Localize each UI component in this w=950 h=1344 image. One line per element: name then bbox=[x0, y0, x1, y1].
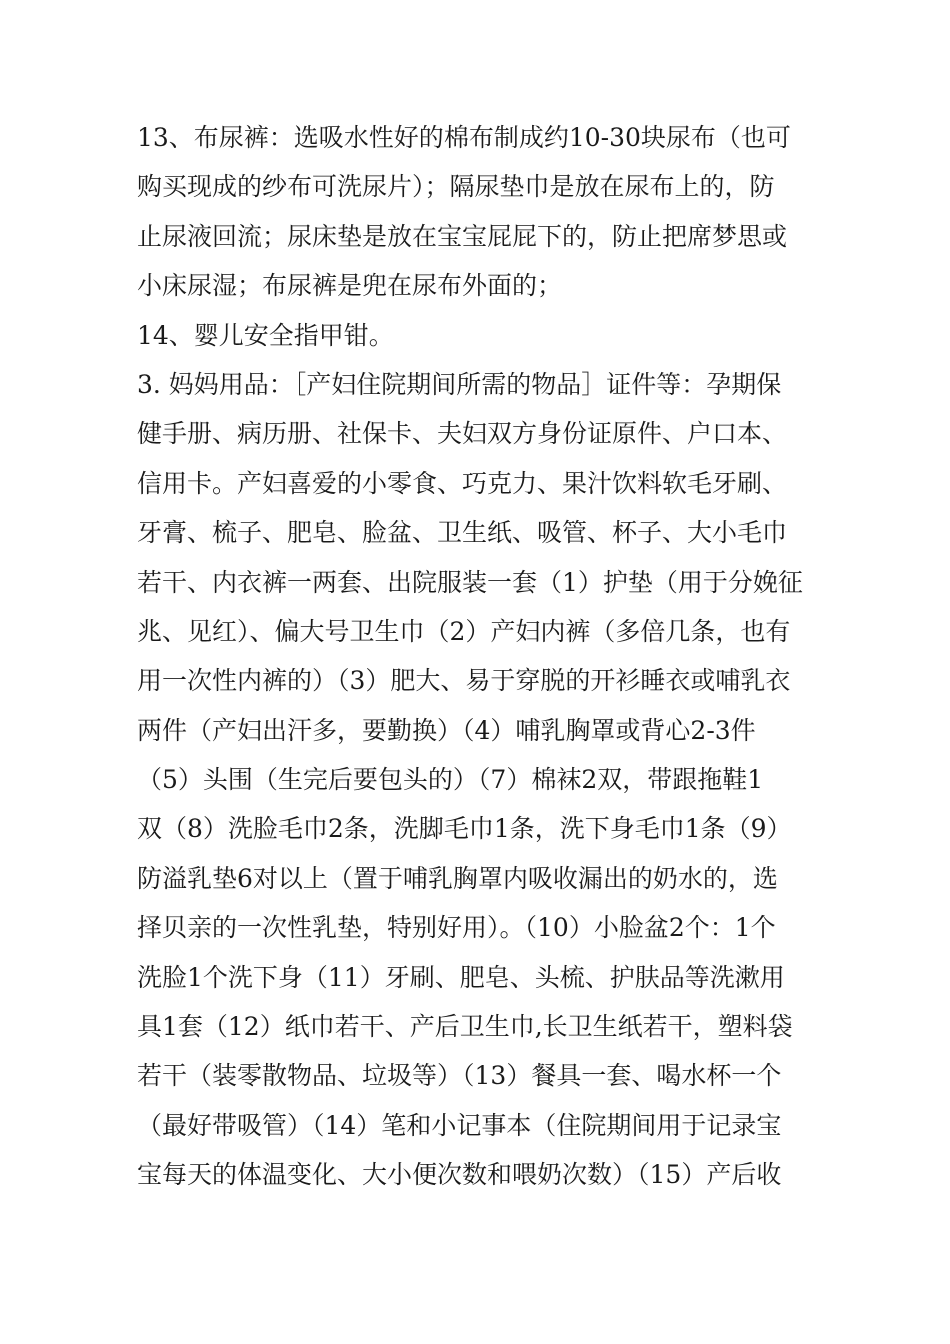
text-line: （最好带吸管）（14）笔和小记事本（住院期间用于记录宝 bbox=[137, 1110, 782, 1140]
text-line: 3. 妈妈用品：［产妇住院期间所需的物品］证件等：孕期保 bbox=[137, 369, 782, 399]
text-line: 用一次性内裤的）（3）肥大、易于穿脱的开衫睡衣或哺乳衣 bbox=[137, 666, 791, 696]
text-line: 防溢乳垫6对以上（置于哺乳胸罩内吸收漏出的奶水的，选 bbox=[137, 863, 778, 893]
text-line: 若干（装零散物品、垃圾等）（13）餐具一套、喝水杯一个 bbox=[137, 1061, 782, 1091]
text-line: 止尿液回流；尿床垫是放在宝宝屁屁下的，防止把席梦思或 bbox=[137, 221, 788, 251]
text-line: 牙膏、梳子、肥皂、脸盆、卫生纸、吸管、杯子、大小毛巾 bbox=[137, 518, 788, 548]
text-line: 若干、内衣裤一两套、出院服装一套（1）护垫（用于分娩征 bbox=[137, 567, 803, 597]
text-line: 洗脸1个洗下身（11）牙刷、肥皂、头梳、护肤品等洗漱用 bbox=[137, 962, 785, 992]
document-body bbox=[137, 113, 827, 1200]
text-line: 双（8）洗脸毛巾2条，洗脚毛巾1条，洗下身毛巾1条（9） bbox=[137, 814, 792, 844]
text-line: 13、布尿裤：选吸水性好的棉布制成约10-30块尿布（也可 bbox=[137, 123, 791, 152]
text-line: 14、婴儿安全指甲钳。 bbox=[137, 320, 394, 350]
text-line: 信用卡。产妇喜爱的小零食、巧克力、果汁饮料软毛牙刷、 bbox=[137, 468, 788, 498]
text-line: 小床尿湿；布尿裤是兜在尿布外面的； bbox=[137, 271, 563, 301]
text-line: 购买现成的纱布可洗尿片）；隔尿垫巾是放在尿布上的，防 bbox=[137, 172, 775, 202]
text-line: 兆、见红）、偏大号卫生巾（2）产妇内裤（多倍几条，也有 bbox=[137, 616, 791, 646]
text-line: （5）头围（生完后要包头的）（7）棉袜2双，带跟拖鞋1 bbox=[137, 765, 764, 795]
text-line: 具1套（12）纸巾若干、产后卫生巾,长卫生纸若干，塑料袋 bbox=[137, 1012, 793, 1042]
text-line: 两件（产妇出汗多，要勤换）（4）哺乳胸罩或背心2-3件 bbox=[137, 715, 756, 745]
text-line: 健手册、病历册、社保卡、夫妇双方身份证原件、户口本、 bbox=[137, 419, 788, 449]
text-line: 宝每天的体温变化、大小便次数和喂奶次数）（15）产后收 bbox=[137, 1160, 782, 1190]
text-line: 择贝亲的一次性乳垫，特别好用）。（10）小脸盆2个：1个 bbox=[137, 913, 776, 943]
